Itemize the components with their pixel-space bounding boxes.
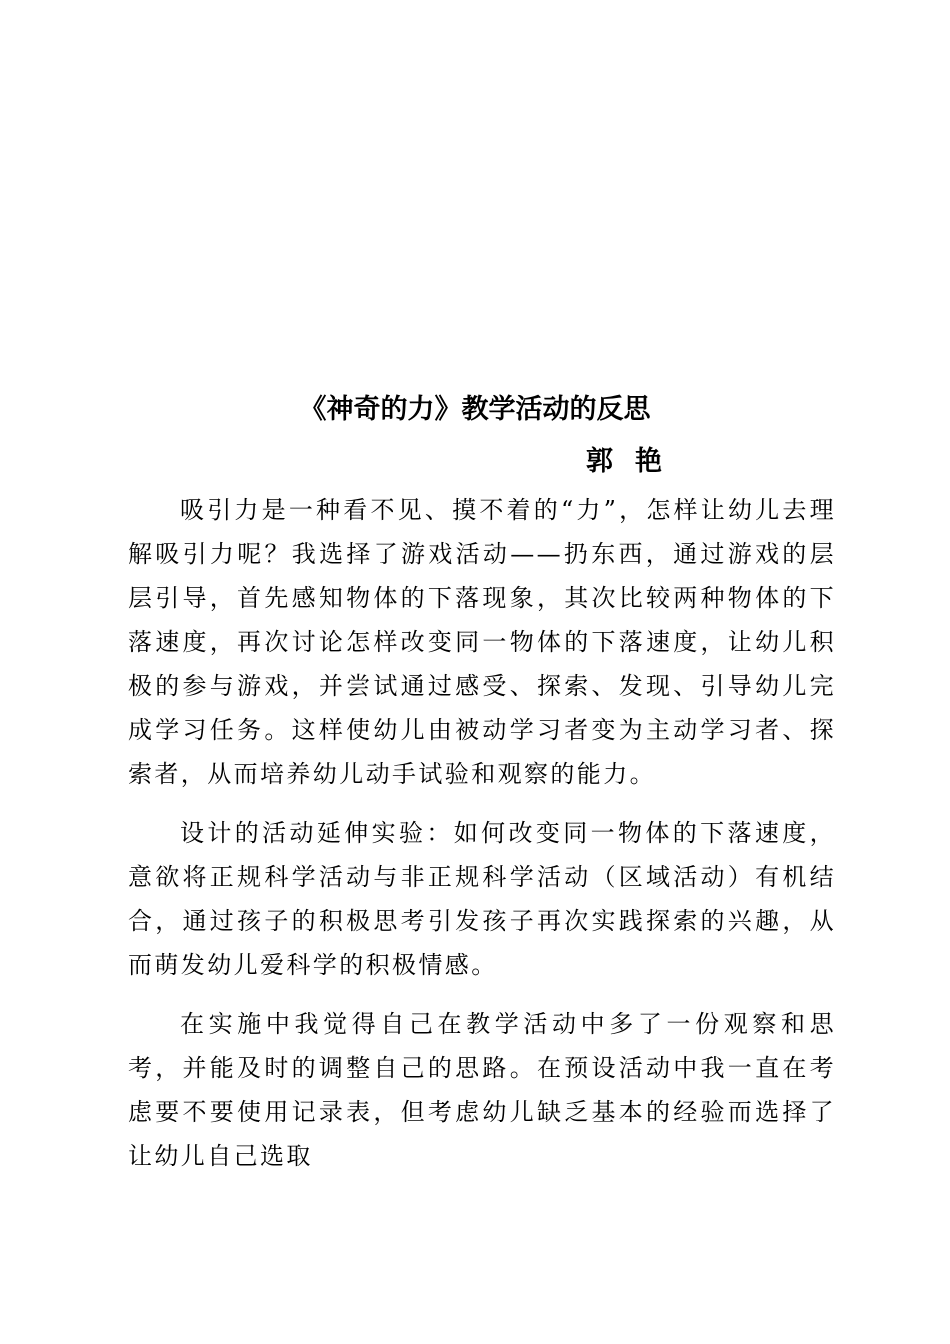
paragraph: 设计的活动延伸实验：如何改变同一物体的下落速度，意欲将正规科学活动与非正规科学活动（区域活动）有机结合，通过孩子的积极思考引发孩子再次实践探索的兴趣，从而萌发幼儿爱科学的积极情感。 bbox=[128, 819, 836, 979]
author-name: 郭艳 bbox=[586, 446, 684, 477]
paragraph: 在实施中我觉得自己在教学活动中多了一份观察和思考，并能及时的调整自己的思路。在预设活动中我一直在考虑要不要使用记录表，但考虑幼儿缺乏基本的经验而选择了让幼儿自己选取 bbox=[128, 1010, 836, 1170]
document-body bbox=[128, 488, 836, 1193]
document-title: 《神奇的力》教学活动的反思 bbox=[299, 394, 651, 425]
paragraph: 吸引力是一种看不见、摸不着的“力”，怎样让幼儿去理解吸引力呢？我选择了游戏活动——扔东西，通过游戏的层层引导，首先感知物体的下落现象，其次比较两种物体的下落速度，再次讨论怎样改变同一物体的下落速度，让幼儿积极的参与游戏，并尝试通过感受、探索、发现、引导幼儿完成学习任务。这样使幼儿由被动学习者变为主动学习者、探索者，从而培养幼儿动手试验和观察的能力。 bbox=[128, 496, 836, 788]
